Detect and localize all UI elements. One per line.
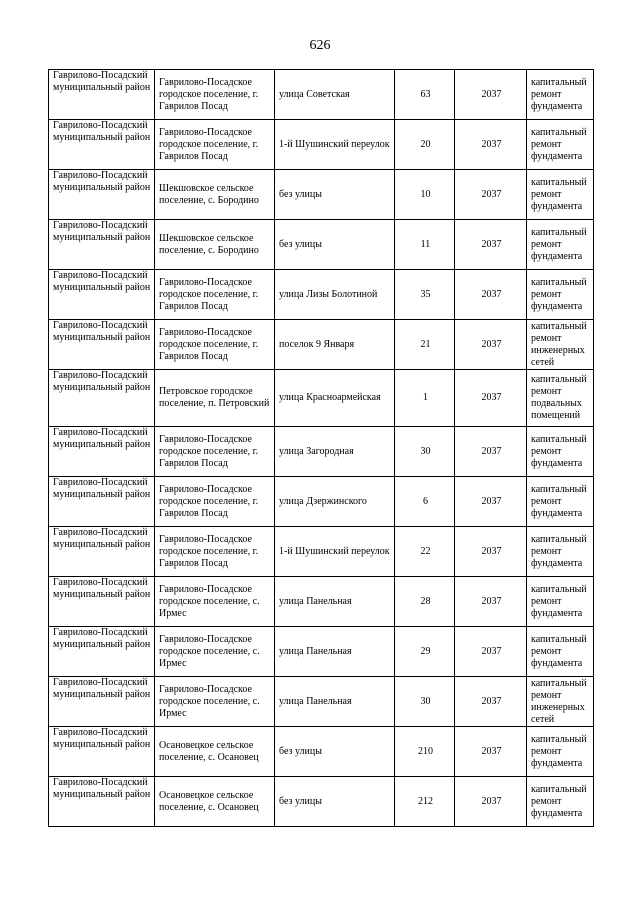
street-cell: 1-й Шушинский переулок bbox=[275, 527, 395, 577]
street-cell: 1-й Шушинский переулок bbox=[275, 120, 395, 170]
year-cell: 2037 bbox=[455, 70, 527, 120]
table-row bbox=[49, 370, 594, 427]
work-type-cell: капитальный ремонт инженерных сетей bbox=[527, 320, 594, 370]
settlement-cell: Гаврилово-Посадское городское поселение, г. Гаврилов Посад bbox=[155, 320, 275, 370]
work-type-cell: капитальный ремонт фундамента bbox=[527, 220, 594, 270]
settlement-cell: Гаврилово-Посадское городское поселение, с. Ирмес bbox=[155, 677, 275, 727]
work-type-cell: капитальный ремонт фундамента bbox=[527, 427, 594, 477]
year-cell: 2037 bbox=[455, 320, 527, 370]
year-cell: 2037 bbox=[455, 727, 527, 777]
work-type-cell: капитальный ремонт подвальных помещений bbox=[527, 370, 594, 427]
table-row bbox=[49, 727, 594, 777]
year-cell: 2037 bbox=[455, 220, 527, 270]
street-cell: улица Дзержинского bbox=[275, 477, 395, 527]
house-number-cell: 210 bbox=[395, 727, 455, 777]
page-number: 626 bbox=[309, 38, 331, 53]
table-row bbox=[49, 270, 594, 320]
registry-table-body bbox=[49, 70, 594, 827]
district-cell: Гаврилово-Посадский муниципальный район bbox=[49, 627, 155, 677]
settlement-cell: Шекшовское сельское поселение, с. Бородино bbox=[155, 170, 275, 220]
district-cell: Гаврилово-Посадский муниципальный район bbox=[49, 170, 155, 220]
work-type-cell: капитальный ремонт фундамента bbox=[527, 777, 594, 827]
work-type-cell: капитальный ремонт фундамента bbox=[527, 70, 594, 120]
house-number-cell: 35 bbox=[395, 270, 455, 320]
settlement-cell: Шекшовское сельское поселение, с. Бородино bbox=[155, 220, 275, 270]
house-number-cell: 10 bbox=[395, 170, 455, 220]
district-cell: Гаврилово-Посадский муниципальный район bbox=[49, 577, 155, 627]
street-cell: без улицы bbox=[275, 170, 395, 220]
house-number-cell: 21 bbox=[395, 320, 455, 370]
district-cell: Гаврилово-Посадский муниципальный район bbox=[49, 320, 155, 370]
year-cell: 2037 bbox=[455, 270, 527, 320]
table-row bbox=[49, 527, 594, 577]
table-row bbox=[49, 477, 594, 527]
settlement-cell: Осановецкое сельское поселение, с. Осановец bbox=[155, 727, 275, 777]
district-cell: Гаврилово-Посадский муниципальный район bbox=[49, 220, 155, 270]
table-row bbox=[49, 777, 594, 827]
settlement-cell: Петровское городское поселение, п. Петровский bbox=[155, 370, 275, 427]
table-row bbox=[49, 577, 594, 627]
year-cell: 2037 bbox=[455, 577, 527, 627]
year-cell: 2037 bbox=[455, 777, 527, 827]
street-cell: без улицы bbox=[275, 220, 395, 270]
settlement-cell: Гаврилово-Посадское городское поселение, г. Гаврилов Посад bbox=[155, 427, 275, 477]
house-number-cell: 6 bbox=[395, 477, 455, 527]
settlement-cell: Гаврилово-Посадское городское поселение, г. Гаврилов Посад bbox=[155, 70, 275, 120]
district-cell: Гаврилово-Посадский муниципальный район bbox=[49, 270, 155, 320]
settlement-cell: Гаврилово-Посадское городское поселение, г. Гаврилов Посад bbox=[155, 477, 275, 527]
district-cell: Гаврилово-Посадский муниципальный район bbox=[49, 70, 155, 120]
work-type-cell: капитальный ремонт фундамента bbox=[527, 727, 594, 777]
house-number-cell: 1 bbox=[395, 370, 455, 427]
table-row bbox=[49, 170, 594, 220]
year-cell: 2037 bbox=[455, 677, 527, 727]
year-cell: 2037 bbox=[455, 427, 527, 477]
district-cell: Гаврилово-Посадский муниципальный район bbox=[49, 527, 155, 577]
settlement-cell: Гаврилово-Посадское городское поселение, с. Ирмес bbox=[155, 627, 275, 677]
street-cell: улица Советская bbox=[275, 70, 395, 120]
work-type-cell: капитальный ремонт фундамента bbox=[527, 477, 594, 527]
street-cell: улица Панельная bbox=[275, 677, 395, 727]
table-row bbox=[49, 220, 594, 270]
year-cell: 2037 bbox=[455, 627, 527, 677]
year-cell: 2037 bbox=[455, 477, 527, 527]
settlement-cell: Осановецкое сельское поселение, с. Осановец bbox=[155, 777, 275, 827]
work-type-cell: капитальный ремонт фундамента bbox=[527, 170, 594, 220]
registry-table bbox=[48, 69, 594, 827]
street-cell: улица Панельная bbox=[275, 577, 395, 627]
work-type-cell: капитальный ремонт фундамента bbox=[527, 120, 594, 170]
street-cell: без улицы bbox=[275, 777, 395, 827]
house-number-cell: 28 bbox=[395, 577, 455, 627]
table-row bbox=[49, 120, 594, 170]
house-number-cell: 30 bbox=[395, 677, 455, 727]
house-number-cell: 22 bbox=[395, 527, 455, 577]
work-type-cell: капитальный ремонт фундамента bbox=[527, 577, 594, 627]
table-row bbox=[49, 70, 594, 120]
street-cell: поселок 9 Января bbox=[275, 320, 395, 370]
table-row bbox=[49, 320, 594, 370]
street-cell: без улицы bbox=[275, 727, 395, 777]
house-number-cell: 30 bbox=[395, 427, 455, 477]
district-cell: Гаврилово-Посадский муниципальный район bbox=[49, 477, 155, 527]
year-cell: 2037 bbox=[455, 527, 527, 577]
work-type-cell: капитальный ремонт фундамента bbox=[527, 270, 594, 320]
house-number-cell: 11 bbox=[395, 220, 455, 270]
street-cell: улица Красноармейская bbox=[275, 370, 395, 427]
district-cell: Гаврилово-Посадский муниципальный район bbox=[49, 677, 155, 727]
house-number-cell: 29 bbox=[395, 627, 455, 677]
district-cell: Гаврилово-Посадский муниципальный район bbox=[49, 427, 155, 477]
settlement-cell: Гаврилово-Посадское городское поселение, г. Гаврилов Посад bbox=[155, 270, 275, 320]
settlement-cell: Гаврилово-Посадское городское поселение, г. Гаврилов Посад bbox=[155, 527, 275, 577]
work-type-cell: капитальный ремонт фундамента bbox=[527, 527, 594, 577]
district-cell: Гаврилово-Посадский муниципальный район bbox=[49, 370, 155, 427]
year-cell: 2037 bbox=[455, 370, 527, 427]
table-row bbox=[49, 627, 594, 677]
settlement-cell: Гаврилово-Посадское городское поселение, с. Ирмес bbox=[155, 577, 275, 627]
settlement-cell: Гаврилово-Посадское городское поселение, г. Гаврилов Посад bbox=[155, 120, 275, 170]
work-type-cell: капитальный ремонт фундамента bbox=[527, 627, 594, 677]
district-cell: Гаврилово-Посадский муниципальный район bbox=[49, 777, 155, 827]
street-cell: улица Лизы Болотиной bbox=[275, 270, 395, 320]
table-row bbox=[49, 677, 594, 727]
house-number-cell: 20 bbox=[395, 120, 455, 170]
work-type-cell: капитальный ремонт инженерных сетей bbox=[527, 677, 594, 727]
house-number-cell: 63 bbox=[395, 70, 455, 120]
house-number-cell: 212 bbox=[395, 777, 455, 827]
table-row bbox=[49, 427, 594, 477]
district-cell: Гаврилово-Посадский муниципальный район bbox=[49, 120, 155, 170]
year-cell: 2037 bbox=[455, 120, 527, 170]
district-cell: Гаврилово-Посадский муниципальный район bbox=[49, 727, 155, 777]
street-cell: улица Панельная bbox=[275, 627, 395, 677]
street-cell: улица Загородная bbox=[275, 427, 395, 477]
year-cell: 2037 bbox=[455, 170, 527, 220]
